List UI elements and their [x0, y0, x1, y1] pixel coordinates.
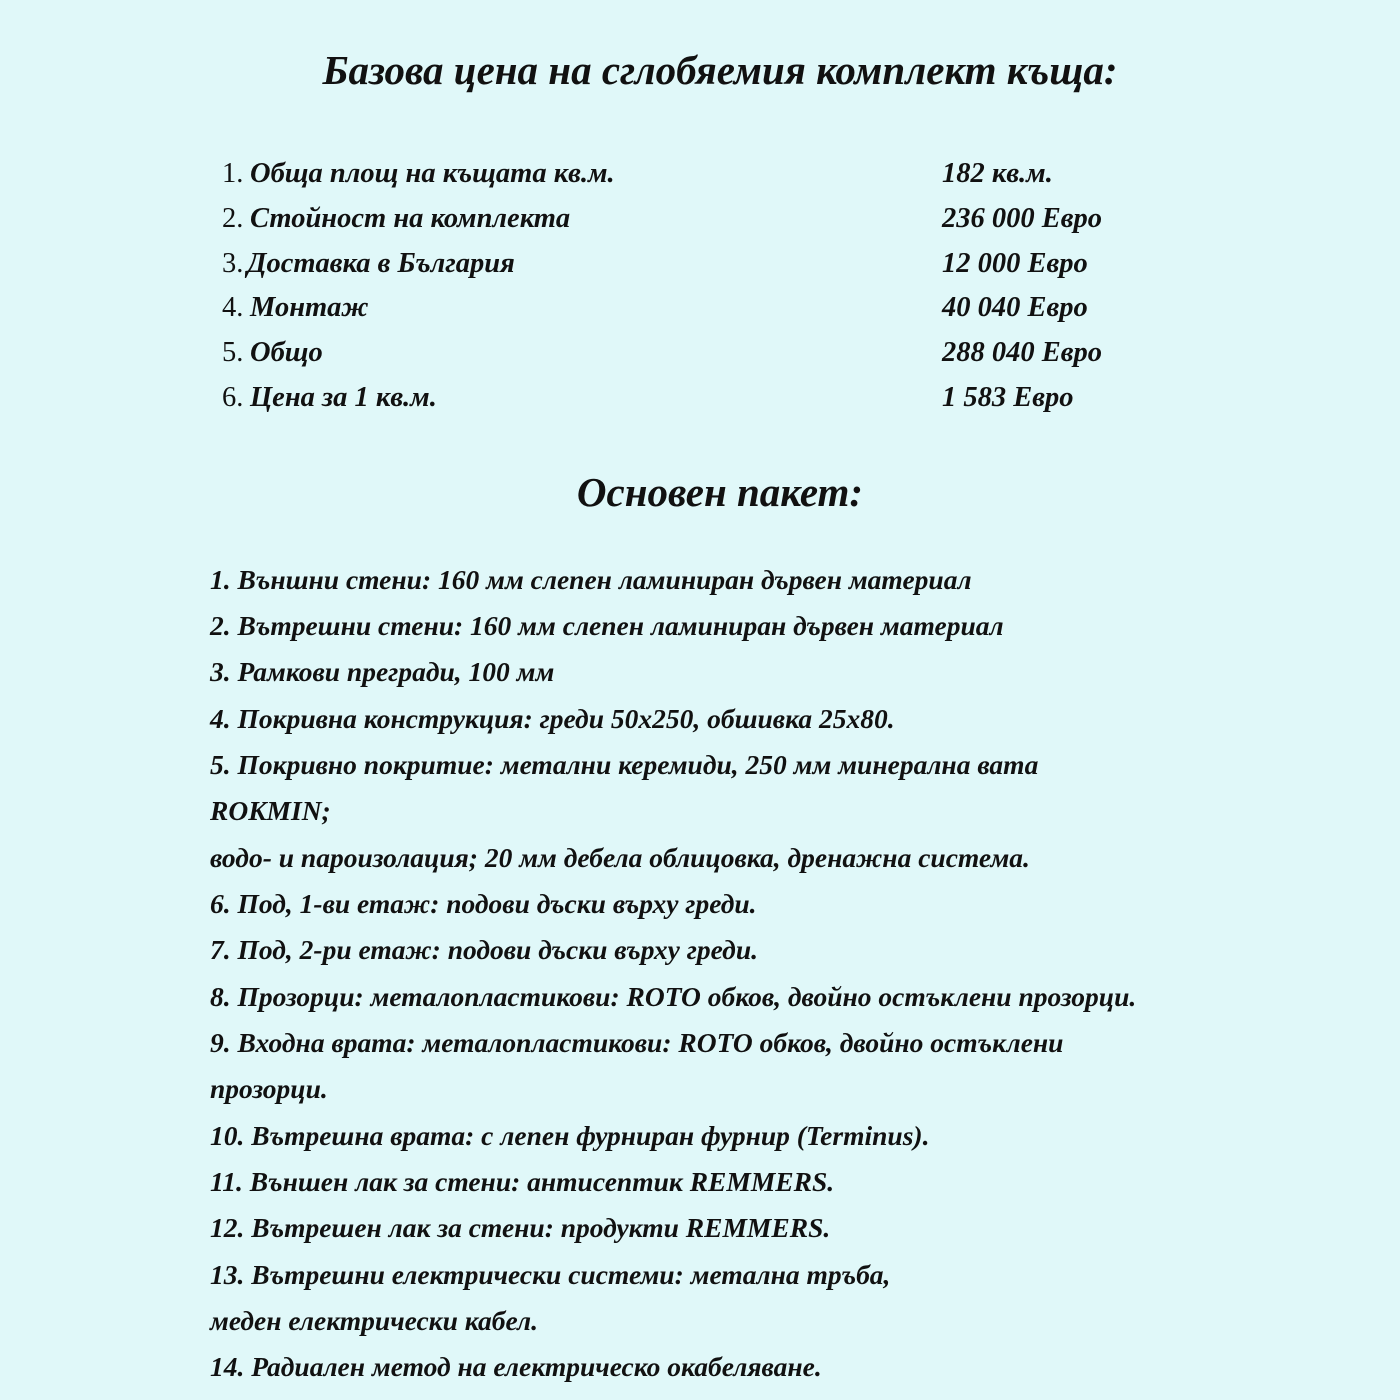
package-line: ROKMIN;: [210, 795, 331, 826]
price-row-number: 4.: [222, 292, 244, 323]
price-row: [222, 241, 1222, 286]
price-row: [222, 330, 1222, 375]
price-row-label: Обща площ на къщата кв.м.: [250, 158, 615, 189]
package-line: 7. Под, 2-ри етаж: подови дъски върху греди.: [210, 934, 758, 965]
package-line: меден електрически кабел.: [210, 1305, 539, 1336]
package-line: 10. Вътрешна врата: с лепен фурниран фурнир (Terminus).: [210, 1120, 930, 1151]
price-row-value: 236 000 Евро: [942, 203, 1102, 234]
price-row-label: Цена за 1 кв.м.: [250, 382, 437, 413]
price-row-number: 5.: [222, 337, 244, 368]
price-row-value: 12 000 Евро: [942, 248, 1088, 279]
package-line: 12. Вътрешен лак за стени: продукти REMMERS.: [210, 1212, 831, 1243]
package-line: 3. Рамкови прегради, 100 мм: [210, 656, 555, 687]
price-row: [222, 375, 1222, 420]
price-row-value: 288 040 Евро: [942, 337, 1102, 368]
package-line: 14. Радиален метод на електрическо окабеляване.: [210, 1351, 822, 1382]
price-row-value: 182 кв.м.: [942, 158, 1053, 189]
package-line: 9. Входна врата: металопластикови: ROTO обков, двойно остъклени: [210, 1027, 1064, 1058]
price-row-value: 40 040 Евро: [942, 292, 1088, 323]
price-row-number: 2.: [222, 203, 244, 234]
package-line: 13. Вътрешни електрически системи: метална тръба,: [210, 1259, 891, 1290]
package-title: Основен пакет:: [576, 469, 864, 515]
price-row-label: Стойност на комплекта: [250, 203, 571, 234]
price-row-label: Монтаж: [250, 292, 369, 323]
package-line: 2. Вътрешни стени: 160 мм слепен ламиниран дървен материал: [210, 610, 1004, 641]
price-row: [222, 151, 1222, 196]
price-row-label: Общо: [250, 337, 323, 368]
price-row: [222, 196, 1222, 241]
package-line: 6. Под, 1-ви етаж: подови дъски върху греди.: [210, 888, 757, 919]
package-line: 5. Покривно покритие: метални керемиди, 250 мм минерална вата: [210, 749, 1039, 780]
package-line: водо- и пароизолация; 20 мм дебела облицовка, дренажна система.: [210, 842, 1030, 873]
price-row-label: Доставка в България: [247, 248, 515, 279]
base-price-title: Базова цена на сглобяемия комплект къща:: [322, 47, 1118, 93]
price-row-number: 3.: [222, 248, 244, 279]
price-row-number: 6.: [222, 382, 244, 413]
package-line: прозорци.: [210, 1073, 328, 1104]
price-row: [222, 285, 1222, 330]
package-line: 4. Покривна конструкция: греди 50x250, обшивка 25x80.: [210, 703, 895, 734]
package-line: 1. Външни стени: 160 мм слепен ламиниран дървен материал: [210, 564, 972, 595]
price-row-number: 1.: [222, 158, 244, 189]
package-line: 8. Прозорци: металопластикови: ROTO обков, двойно остъклени прозорци.: [210, 981, 1137, 1012]
price-row-value: 1 583 Евро: [942, 382, 1074, 413]
package-line: 11. Външен лак за стени: антисептик REMMERS.: [210, 1166, 835, 1197]
